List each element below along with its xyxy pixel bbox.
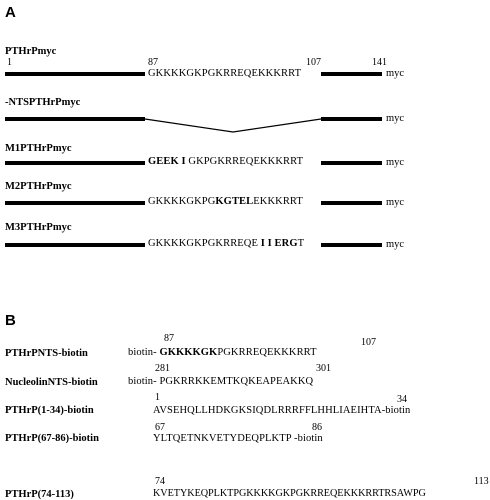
- sequence-post: EKKKRRT: [253, 196, 303, 207]
- construct-name: PTHrPmyc: [5, 46, 57, 57]
- construct-bar-right: [321, 117, 382, 121]
- residue-start: 87: [164, 333, 174, 344]
- position-87: 87: [148, 57, 158, 68]
- residue-start: 281: [155, 363, 170, 374]
- residue-end: 107: [361, 337, 376, 348]
- construct-bar-right: [321, 72, 382, 76]
- construct-bar-left: [5, 201, 145, 205]
- mutated-residues: KGTEL: [215, 196, 254, 207]
- sequence-pre: GKKKKGKPGKRREQE: [148, 238, 261, 249]
- sequence-post: T: [297, 238, 305, 249]
- mutated-residues: I I ERG: [260, 238, 298, 249]
- residue-end: 301: [316, 363, 331, 374]
- biotin-prefix: biotin-: [128, 347, 160, 358]
- construct-name: M3PTHrPmyc: [5, 222, 72, 233]
- myc-tag: myc: [386, 113, 405, 124]
- construct-bar-right: [321, 201, 382, 205]
- panel-b-label: B: [5, 312, 16, 329]
- peptide-name: PTHrP(1-34)-biotin: [5, 405, 94, 416]
- peptide-sequence: [128, 347, 317, 358]
- mutated-residues: GEEK I: [148, 156, 186, 167]
- construct-bar-right: [321, 161, 382, 165]
- construct-name: M2PTHrPmyc: [5, 181, 72, 192]
- nts-residues: GKKKKGK: [159, 347, 218, 358]
- position-1: 1: [7, 57, 12, 68]
- panel-a-label: A: [5, 4, 16, 21]
- sequence: PGKRRKKEMTKQKEAPEAKKQ: [159, 376, 314, 387]
- biotin-suffix: -biotin: [381, 405, 411, 416]
- peptide-sequence: KVETYKEQPLKTPGKKKKGKPGKRREQEKKKRRTRSAWPG: [153, 488, 426, 499]
- residue-start: 67: [155, 422, 165, 433]
- peptide-name: PTHrPNTS-biotin: [5, 348, 88, 359]
- construct-sequence: [148, 238, 304, 249]
- sequence-pre: GKKKKGKPG: [148, 196, 216, 207]
- peptide-sequence: [128, 376, 313, 387]
- construct-name: -NTSPTHrPmyc: [5, 97, 81, 108]
- peptide-sequence: [153, 433, 323, 444]
- myc-tag: myc: [386, 68, 405, 79]
- biotin-suffix: -biotin: [291, 433, 323, 444]
- position-107: 107: [306, 57, 321, 68]
- residue-end: 86: [312, 422, 322, 433]
- peptide-name: NucleolinNTS-biotin: [5, 377, 98, 388]
- peptide-sequence: [153, 405, 410, 416]
- sequence: YLTQETNKVETYDEQPLKTP: [153, 433, 292, 444]
- construct-sequence: [148, 156, 303, 167]
- construct-bar-left: [5, 161, 145, 165]
- sequence: AVSEHQLLHDKGKSIQDLRRRFFLHHLIAEIHTA: [153, 405, 382, 416]
- peptide-name: PTHrP(74-113): [5, 489, 74, 500]
- myc-tag: myc: [386, 157, 405, 168]
- sequence-rest: PGKRREQEKKKRRT: [217, 347, 317, 358]
- position-141: 141: [372, 57, 387, 68]
- construct-bar-left: [5, 72, 145, 76]
- biotin-prefix: biotin-: [128, 376, 160, 387]
- peptide-name: PTHrP(67-86)-biotin: [5, 433, 99, 444]
- residue-start: 74: [155, 476, 165, 487]
- construct-name: M1PTHrPmyc: [5, 143, 72, 154]
- construct-bar-left: [5, 117, 145, 121]
- construct-sequence: GKKKKGKPGKRREQEKKKRRT: [148, 68, 302, 79]
- residue-end: 113: [474, 476, 489, 487]
- construct-bar-right: [321, 243, 382, 247]
- construct-sequence: [148, 196, 303, 207]
- residue-end: 34: [397, 394, 407, 405]
- myc-tag: myc: [386, 197, 405, 208]
- construct-bar-left: [5, 243, 145, 247]
- residue-start: 1: [155, 392, 160, 403]
- sequence-rest: GKPGKRREQEKKKRRT: [185, 156, 304, 167]
- myc-tag: myc: [386, 239, 405, 250]
